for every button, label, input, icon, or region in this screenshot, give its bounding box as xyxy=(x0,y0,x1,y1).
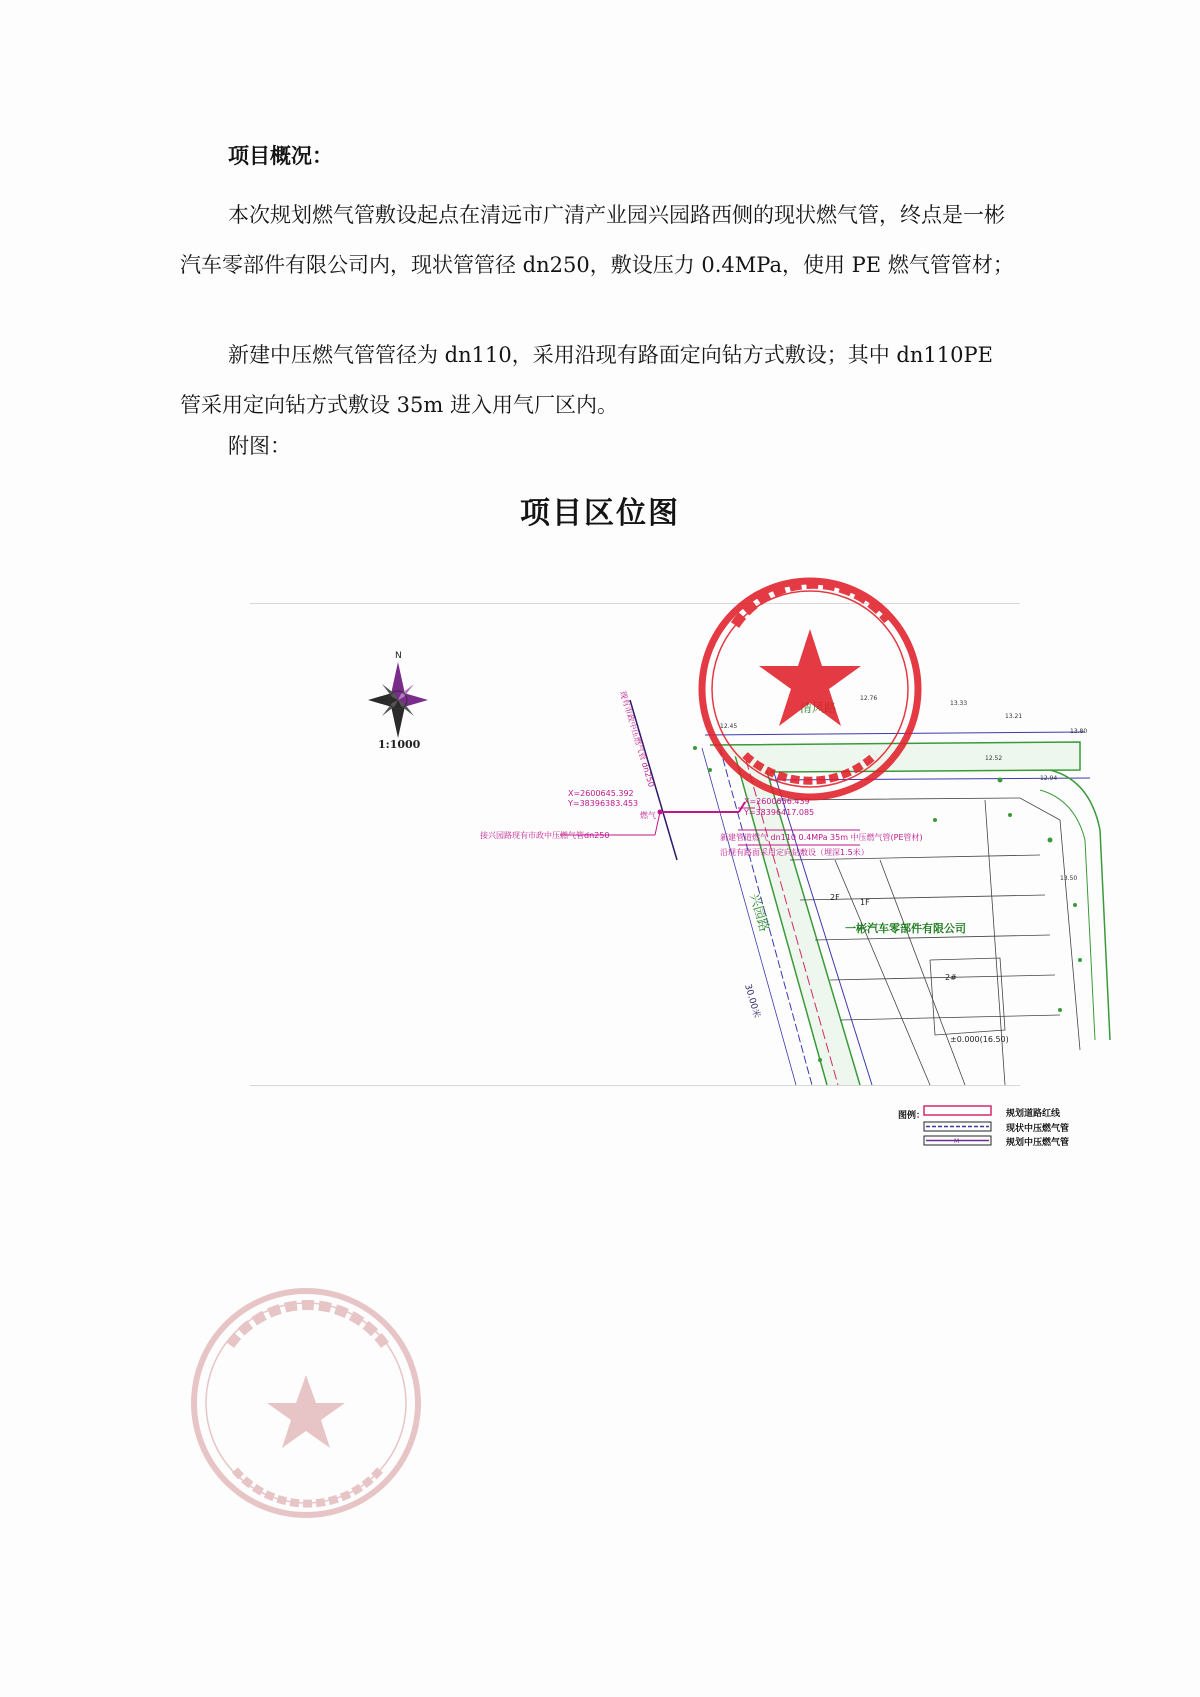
spot-height: 13.80 xyxy=(1070,728,1088,735)
compass-icon xyxy=(368,651,428,738)
start-point-label: 燃气 xyxy=(640,811,656,820)
compass-north-letter: N xyxy=(395,651,402,661)
spot-height: 12.94 xyxy=(1040,775,1058,782)
legend-swatch-red-line xyxy=(924,1106,991,1115)
section-heading: 项目概况： xyxy=(228,144,333,168)
coord-2-x: X=2600656.439 xyxy=(744,797,810,806)
spot-height: 13.33 xyxy=(950,700,968,707)
building-label-a: 2# xyxy=(945,973,957,982)
paragraph-2: 新建中压燃气管管径为 dn110，采用沿现有路面定向钻方式敷设；其中 dn110PE 管采用定向钻方式敷设 35m 进入用气厂区内。 xyxy=(180,343,993,417)
legend-title: 图例： xyxy=(898,1111,926,1121)
coord-1-x: X=2600645.392 xyxy=(568,789,634,798)
legend-label-existing: 现状中压燃气管 xyxy=(1006,1124,1070,1134)
road-xingyuan-label: 兴园路 xyxy=(746,891,772,934)
map-title: 项目区位图 xyxy=(520,496,680,531)
spot-height: 12.76 xyxy=(860,695,878,702)
building-label-b: 2F xyxy=(830,893,840,902)
new-pipe-method: 沿现有路面采用定向钻敷设（埋深1.5米） xyxy=(720,848,869,857)
site-elevation: ±0.000(16.50) xyxy=(950,1035,1009,1044)
paragraph-1: 本次规划燃气管敷设起点在清远市广清产业园兴园路西侧的现状燃气管，终点是一彬汽车零部件有限公司内，现状管管径 dn250，敷设压力 0.4MPa，使用 PE 燃气管管材； xyxy=(180,203,1014,277)
new-pipe-label: 新建管道燃气 dn110 0.4MPa 35m 中压燃气管(PE管材) xyxy=(720,833,923,842)
map-scale: 1:1000 xyxy=(378,738,421,751)
figure-label: 附图： xyxy=(228,434,291,458)
coord-1-y: Y=38396383.453 xyxy=(568,799,639,808)
faint-seal-stamp xyxy=(194,1291,418,1515)
svg-text:M: M xyxy=(954,1138,960,1145)
spot-height: 12.52 xyxy=(985,755,1003,762)
spot-height: 12.45 xyxy=(720,723,738,730)
company-name: 一彬汽车零部件有限公司 xyxy=(845,922,966,935)
spot-height: 13.50 xyxy=(1060,875,1078,882)
existing-pipe-label: 现有市政中压燃气管 dn250 xyxy=(618,689,656,789)
connect-pipe-label: 接兴园路现有市政中压燃气管dn250 xyxy=(480,831,610,840)
road-xingyuan-width: 30.00米 xyxy=(742,983,762,1020)
legend-label-red-line: 规划道路红线 xyxy=(1006,1109,1061,1119)
spot-height: 13.21 xyxy=(1005,713,1023,720)
coord-2-y: Y=38396417.085 xyxy=(744,808,815,817)
legend-label-planned: 规划中压燃气管 xyxy=(1006,1138,1070,1148)
building-label-c: 1F xyxy=(860,898,870,907)
legend-swatches xyxy=(924,1106,991,1145)
